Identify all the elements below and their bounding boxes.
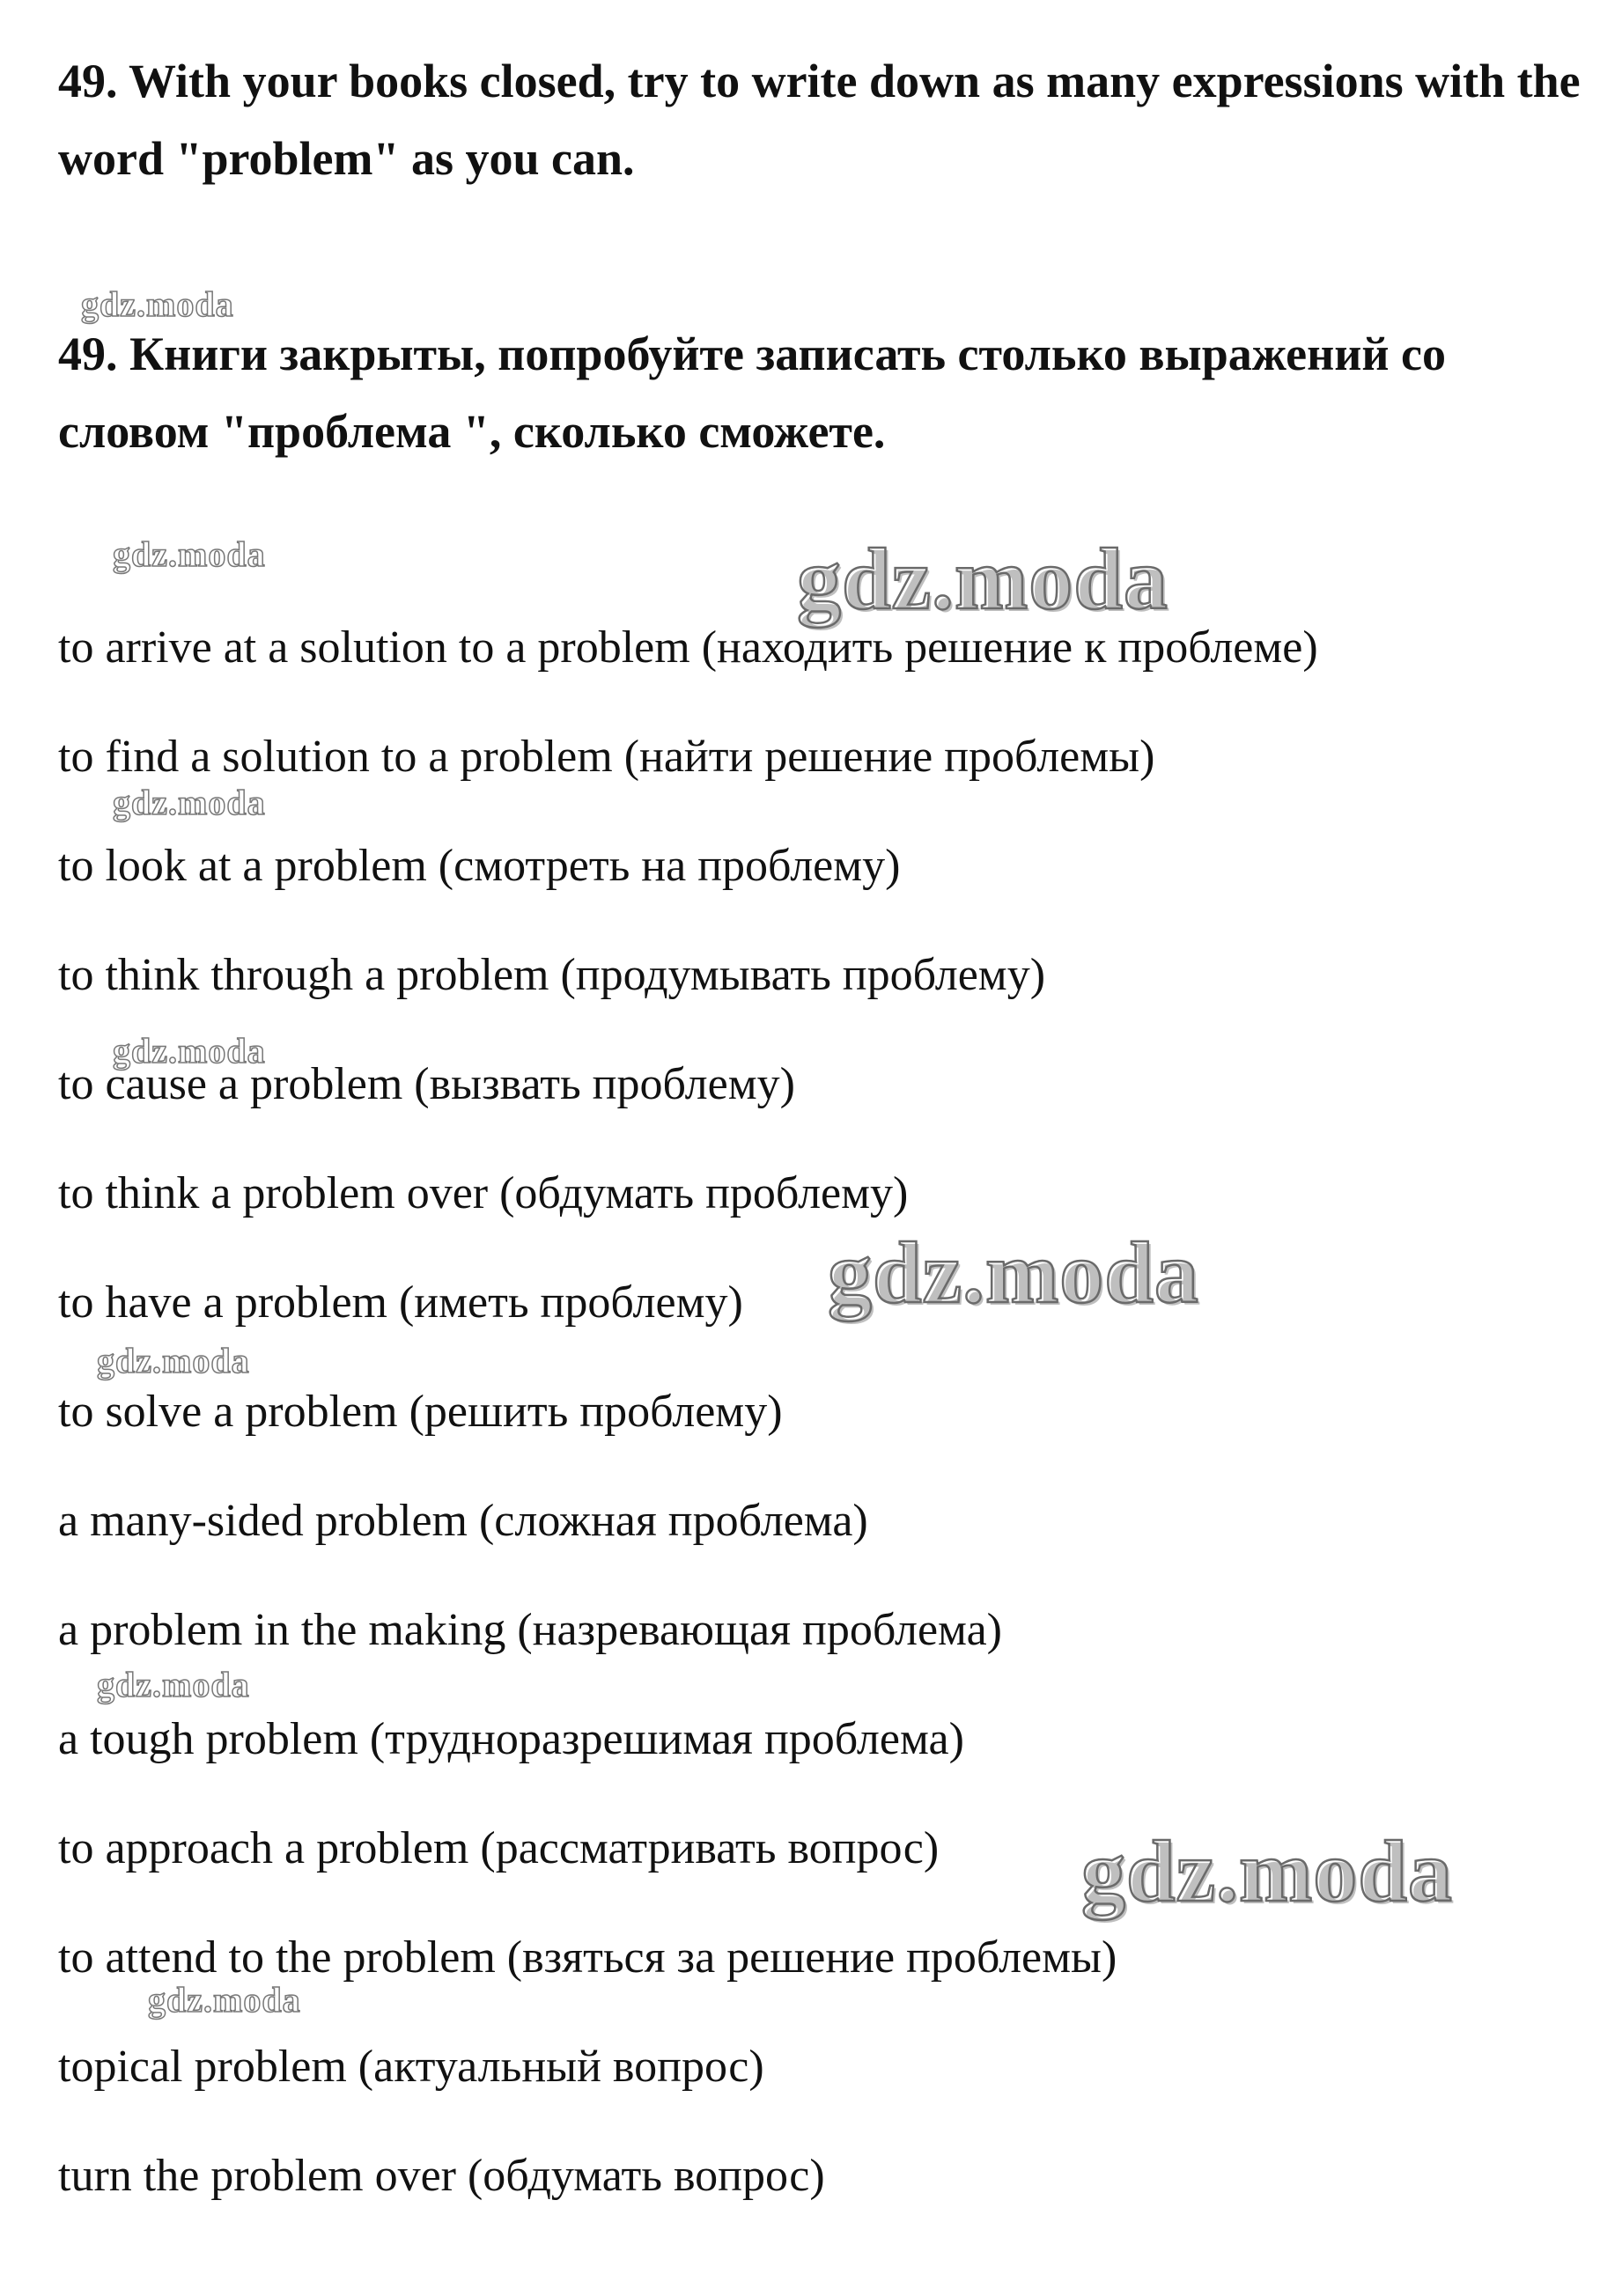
watermark: gdz.moda xyxy=(797,530,1169,628)
phrase-item: to have a problem (иметь проблему) xyxy=(58,1277,743,1328)
watermark: gdz.moda xyxy=(828,1224,1199,1321)
phrase-item: topical problem (актуальный вопрос) xyxy=(58,2042,764,2092)
phrase-item: to attend to the problem (взяться за решение проблемы) xyxy=(58,1932,1117,1983)
phrase-item: to cause a problem (вызвать проблему) xyxy=(58,1059,795,1109)
phrase-item: to think a problem over (обдумать проблему) xyxy=(58,1168,909,1218)
phrase-item: a problem in the making (назревающая проблема) xyxy=(58,1605,1002,1655)
watermark: gdz.moda xyxy=(113,534,266,574)
phrase-item: a many-sided problem (сложная проблема) xyxy=(58,1496,868,1546)
watermark: gdz.moda xyxy=(113,783,266,822)
phrase-item: to solve a problem (решить проблему) xyxy=(58,1387,783,1437)
watermark: gdz.moda xyxy=(97,1665,250,1704)
phrase-item: turn the problem over (обдумать вопрос) xyxy=(58,2151,825,2201)
watermark: gdz.moda xyxy=(81,284,234,324)
exercise-heading-en: 49. With your books closed, try to write down as many expressions with the word "problem" as you can. xyxy=(58,55,1581,185)
phrase-item: to look at a problem (смотреть на проблему) xyxy=(58,841,901,891)
watermark: gdz.moda xyxy=(148,1980,301,2020)
phrase-item: a tough problem (трудноразрешимая проблема) xyxy=(58,1714,964,1764)
exercise-heading-ru: 49. Книги закрыты, попробуйте записать столько выражений со словом "проблема ", сколько сможете. xyxy=(58,327,1446,458)
phrase-item: to approach a problem (рассматривать вопрос) xyxy=(58,1823,940,1873)
watermark: gdz.moda xyxy=(113,1031,266,1071)
watermark: gdz.moda xyxy=(97,1341,250,1380)
phrase-item: to think through a problem (продумывать проблему) xyxy=(58,950,1046,1000)
phrase-item: to find a solution to a problem (найти решение проблемы) xyxy=(58,732,1155,782)
phrase-item: to arrive at a solution to a problem (находить решение к проблеме) xyxy=(58,622,1318,673)
watermark: gdz.moda xyxy=(1081,1822,1453,1920)
